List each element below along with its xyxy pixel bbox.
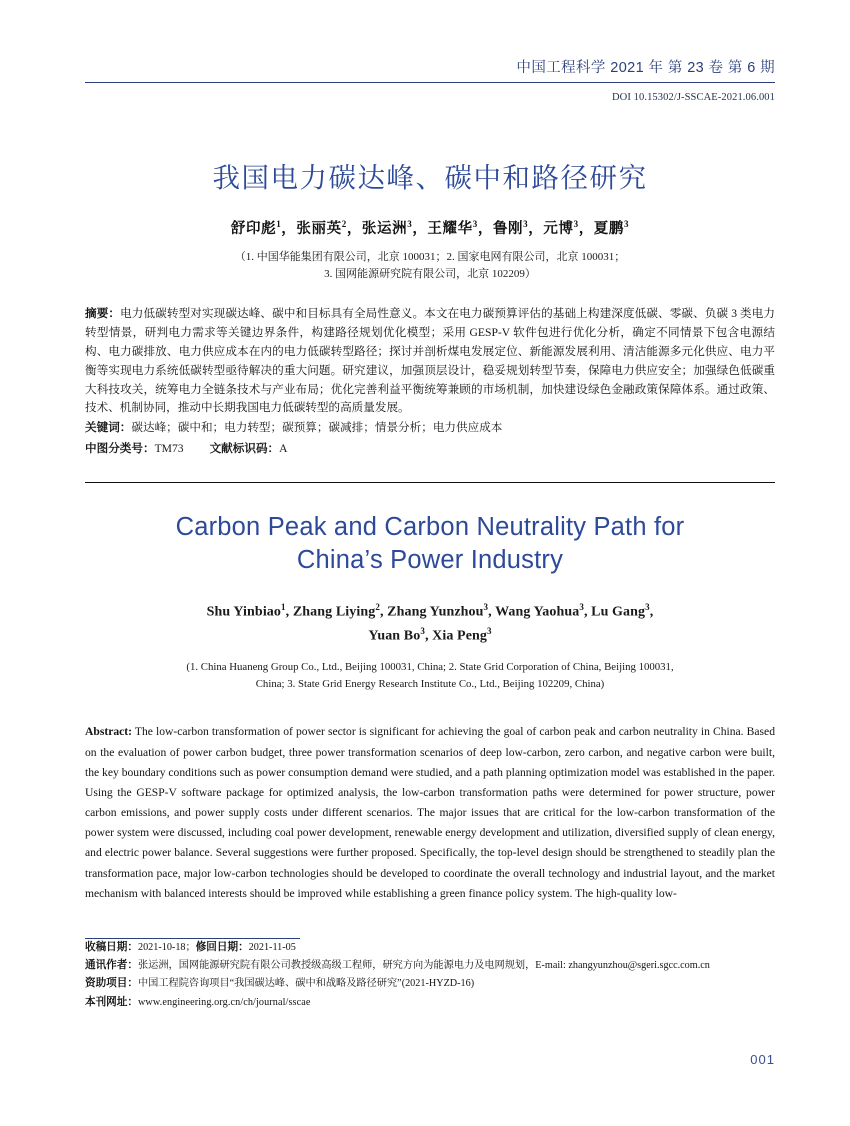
chinese-keywords xyxy=(85,419,775,438)
english-affiliation-line-2: China; 3. State Grid Energy Research Institute Co., Ltd., Beijing 102209, China) xyxy=(255,677,605,690)
document-code-label: 文献标识码： xyxy=(209,441,280,455)
funding-value: 中国工程院咨询项目“我国碳达峰、碳中和战略及路径研究”(2021-HYZD-16) xyxy=(137,978,475,990)
footer-corresponding-author xyxy=(85,957,775,975)
section-divider xyxy=(85,482,775,483)
received-date-label: 收稿日期： xyxy=(85,942,138,953)
chinese-affiliation-line-1: （1. 中国华能集团有限公司，北京 100031；2. 国家电网有限公司，北京 100031； xyxy=(234,251,626,264)
english-abstract-label: Abstract: xyxy=(85,725,133,739)
chinese-title: 我国电力碳达峰、碳中和路径研究 xyxy=(212,162,648,193)
page-content xyxy=(85,0,775,904)
funding-label: 资助项目： xyxy=(85,978,138,990)
english-abstract-text: The low-carbon transformation of power sector is significant for achieving the goal of carbon peak and carbon neutrality in China. Based on the evaluation of power carbon budget, three power transformation scenarios of deep low-carbon, zero carbon, and negative carbon were built, the key boundary conditions such as power consumption demand were studied, and a path planning optimization model was established in the paper. Using the GESP-V software package for optimized analysis, the low-carbon transformation paths were determined for power structure, power carbon emissions, and power supply costs under different scenarios. The major issues that are critical for the low-carbon transformation of the power system were discussed, including coal power development, renewable energy development and utilization, diversified supply of clean energy, and electric power balance. Several suggestions were further proposed. Specifically, the top-level design should be strengthened to steadily plan the transformation pace, major low-carbon technologies should be developed to coordinate the overall technology and industrial layout, and the market mechanism with balanced interests should be improved while establishing a green finance policy system. The high-quality low- xyxy=(85,725,775,900)
received-date-value: 2021-10-18； xyxy=(137,942,196,953)
header-divider xyxy=(85,82,775,83)
doi-text: DOI 10.15302/J-SSCAE-2021.06.001 xyxy=(611,92,775,103)
revised-date-label: 修回日期： xyxy=(195,942,249,953)
chinese-abstract-label: 摘要： xyxy=(85,307,121,321)
page-number: 001 xyxy=(750,1052,775,1067)
chinese-affiliations xyxy=(85,249,775,283)
corresponding-author-value: 张运洲，国网能源研究院有限公司教授级高级工程师，研究方向为能源电力及电网规划，E-mail: zhangyunzhou@sgeri.sgcc.com.cn xyxy=(137,960,710,972)
chinese-abstract xyxy=(85,305,775,418)
chinese-abstract-text: 电力低碳转型对实现碳达峰、碳中和目标具有全局性意义。本文在电力碳预算评估的基础上构建深度低碳、零碳、负碳 3 类电力转型情景，研判电力需求等关键边界条件，构建路径规划优化模型；采用 GESP-V 软件包进行优化分析，确定不同情景下包含电源结构、电力碳排放、电力供应成本在内的电力低碳转型路径；探讨并剖析煤电发展定位、新能源发展利用、清洁能源多元化供应、电力平衡等实现电力系统低碳转型亟待解决的重大问题。研究建议，加强顶层设计，稳妥规划转型节奏，保障电力供应安全；加强绿色低碳重大科技攻关，统筹电力全链条技术与产业布局；优化完善利益平衡统筹兼顾的市场机制，加快建设绿色金融政策保障体系。通过政策、技术、机制协同，推动中长期我国电力低碳转型的高质量发展。 xyxy=(85,307,775,415)
chinese-affiliation-line-2: 3. 国网能源研究院有限公司，北京 102209） xyxy=(324,268,536,281)
footer-website xyxy=(85,994,775,1012)
document-code-value: A xyxy=(279,441,288,455)
chinese-authors-text: 舒印彪$^1$，张丽英$^2$，张运洲$^3$，王耀华$^3$，鲁刚$^3$，元博$^3$，夏鹏$^3$ xyxy=(230,219,630,238)
footer-block xyxy=(85,938,775,1012)
english-authors xyxy=(85,600,775,649)
chinese-keywords-label: 关键词： xyxy=(85,421,132,435)
clc-label: 中图分类号： xyxy=(85,441,155,455)
footer-received xyxy=(85,939,775,957)
english-title-line-2: China’s Power Industry xyxy=(296,546,564,575)
english-authors-line-2: Yuan Bo$^3$, Xia Peng$^3$ xyxy=(368,626,492,645)
clc-value: TM73 xyxy=(154,441,184,455)
website-label: 本刊网址： xyxy=(85,996,138,1008)
chinese-keywords-text: 碳达峰；碳中和；电力转型；碳预算；碳减排；情景分析；电力供应成本 xyxy=(131,421,503,435)
english-title xyxy=(85,511,775,578)
english-affiliation-line-1: (1. China Huaneng Group Co., Ltd., Beijing 100031, China; 2. State Grid Corporation of China, Beijing 100031, xyxy=(186,660,674,673)
chinese-authors xyxy=(85,217,775,238)
journal-header: 中国工程科学 2021 年 第 23 卷 第 6 期 xyxy=(516,60,775,76)
english-title-line-1: Carbon Peak and Carbon Neutrality Path for xyxy=(175,512,685,541)
chinese-classification xyxy=(85,440,775,459)
english-authors-line-1: Shu Yinbiao$^1$, Zhang Liying$^2$, Zhang Yunzhou$^3$, Wang Yaohua$^3$, Lu Gang$^3$, xyxy=(206,602,654,620)
footer-funding xyxy=(85,975,775,993)
website-url[interactable]: www.engineering.org.cn/ch/journal/sscae xyxy=(137,996,311,1008)
corresponding-author-label: 通讯作者： xyxy=(85,960,138,972)
english-abstract xyxy=(85,722,775,904)
english-affiliations xyxy=(85,659,775,692)
revised-date-value: 2021-11-05 xyxy=(248,942,296,953)
